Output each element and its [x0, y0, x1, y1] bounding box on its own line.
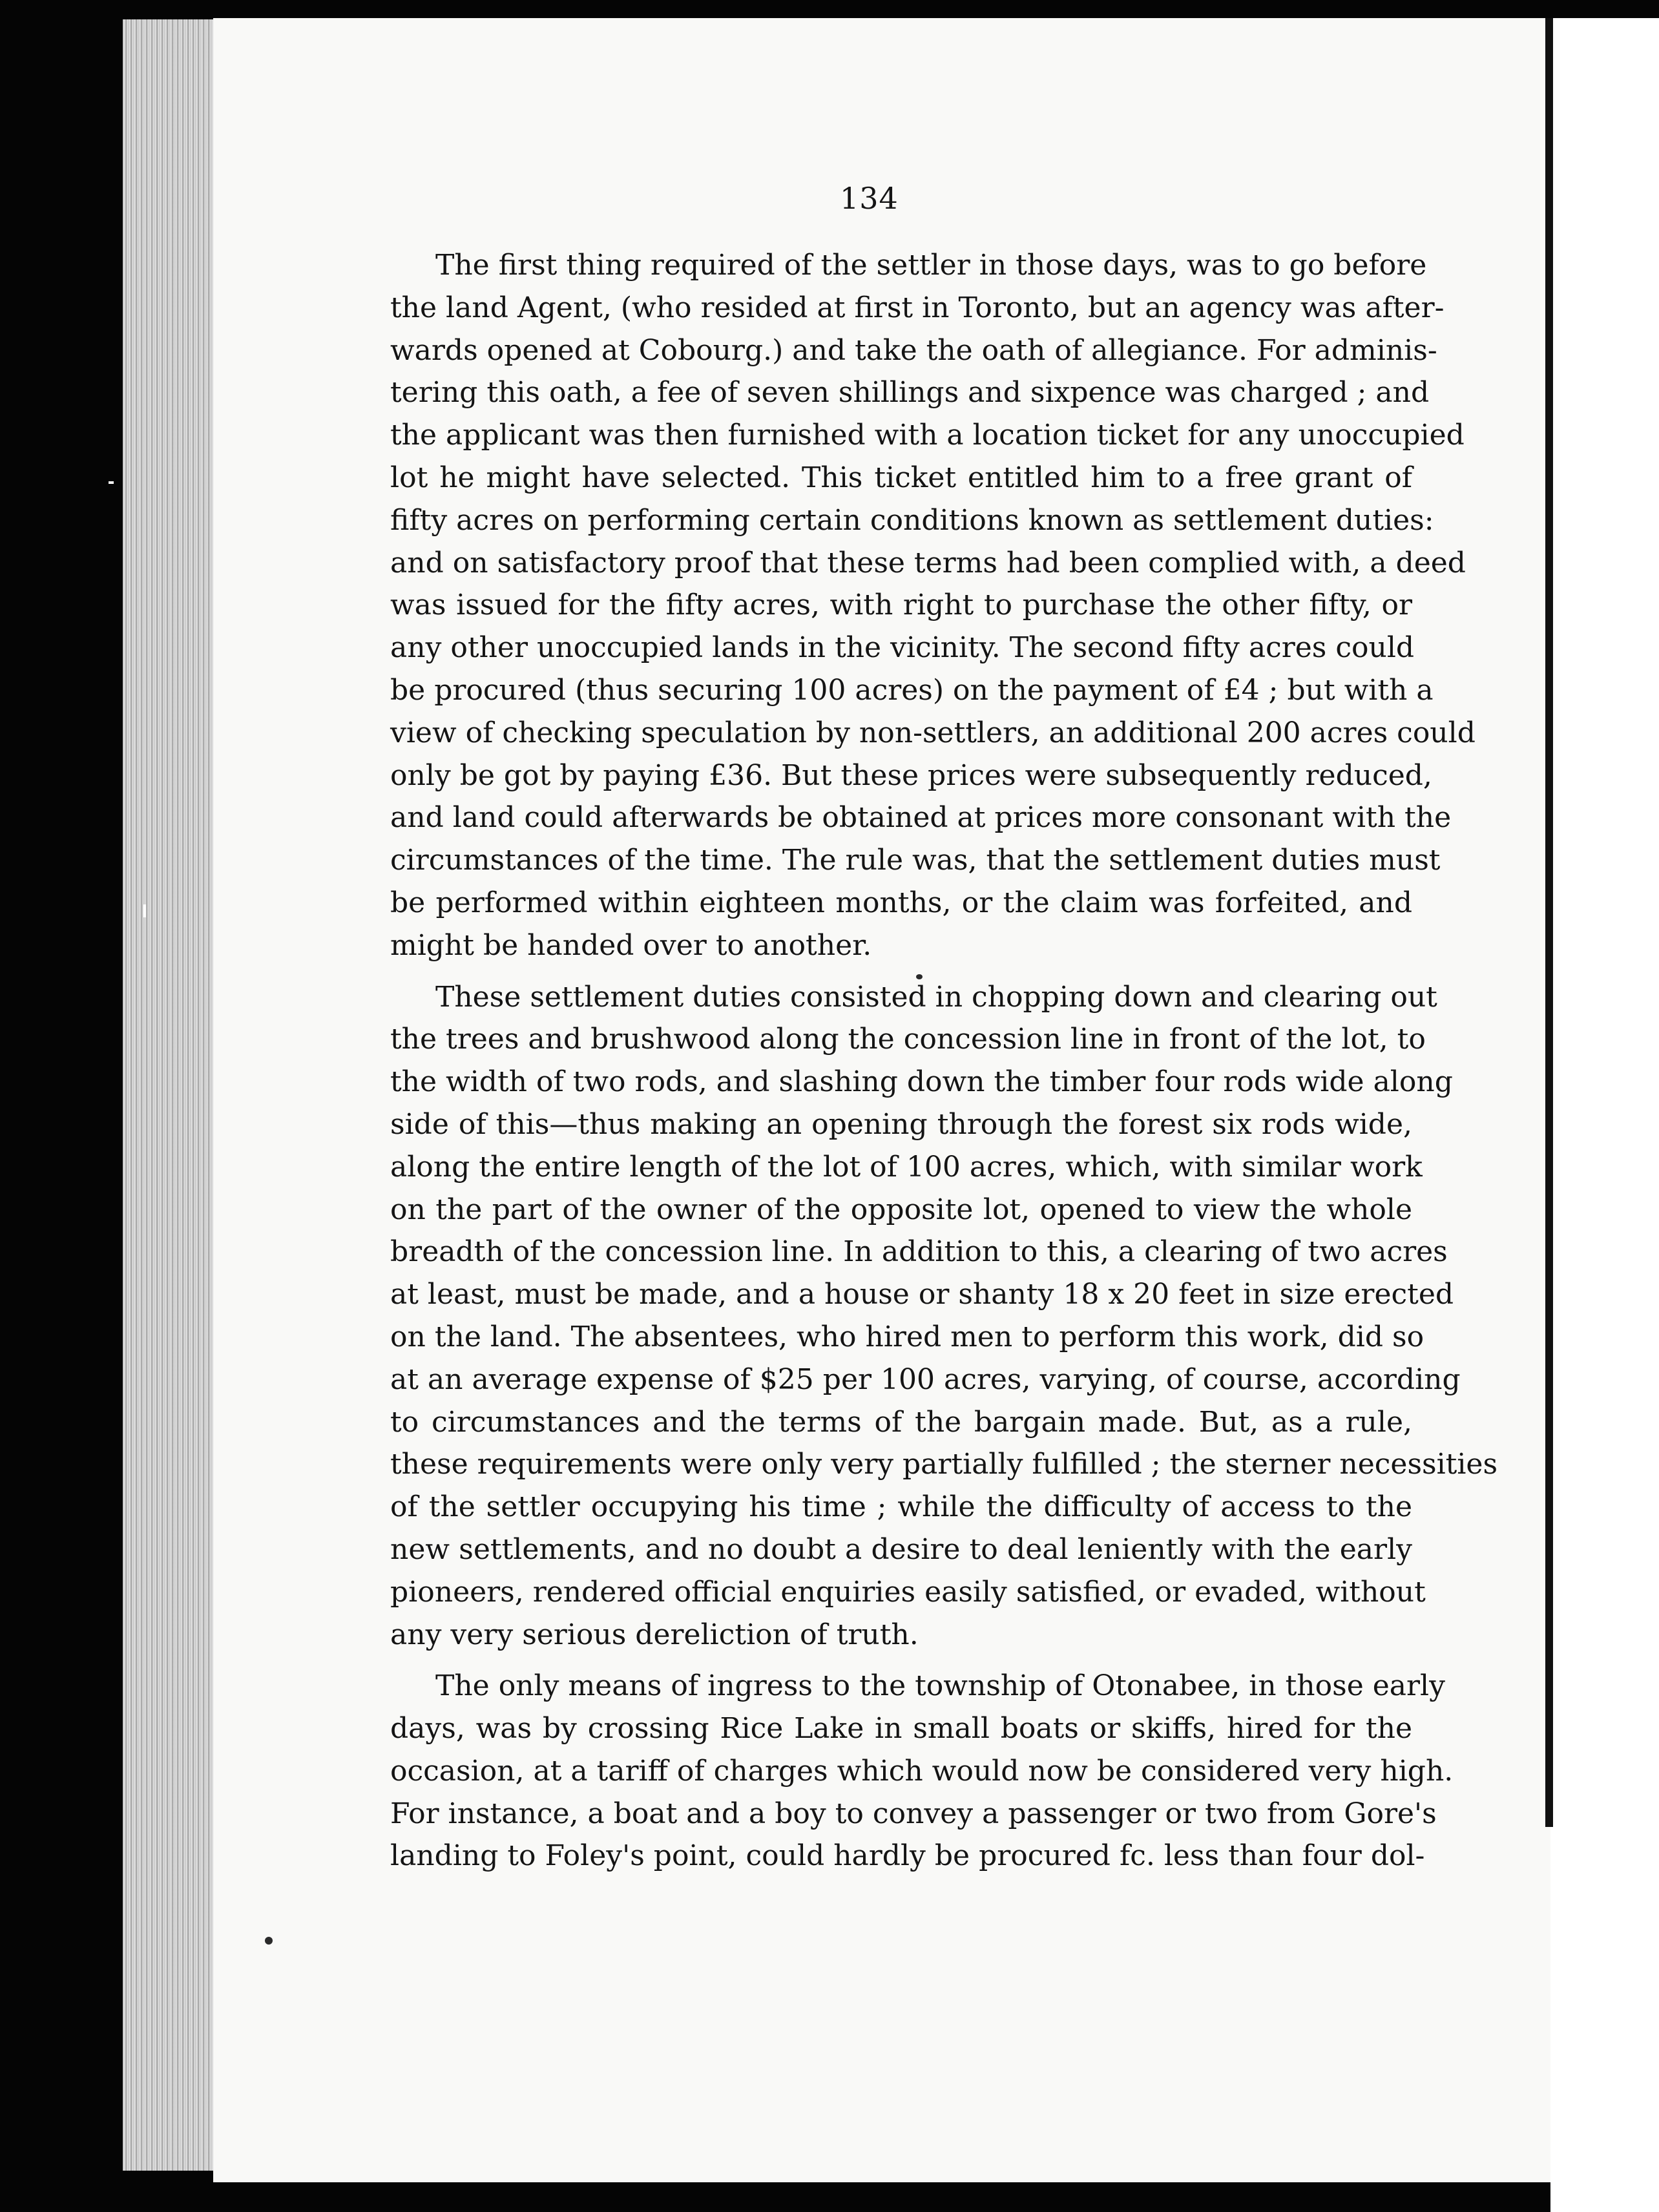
text-line: on the land. The absentees, who hired men to perform this work, did so [390, 1320, 1424, 1353]
book-page-edges [123, 19, 220, 2171]
text-line: breadth of the concession line. In addition to this, a clearing of two acres [390, 1235, 1448, 1269]
text-line: the width of two rods, and slashing down the timber four rods wide along [390, 1065, 1453, 1099]
text-line: For instance, a boat and a boy to convey a passenger or two from Gore's [390, 1797, 1437, 1830]
text-line: pioneers, rendered official enquiries easily satisfied, or evaded, without [390, 1575, 1426, 1609]
text-line: new settlements, and no doubt a desire to deal leniently with the early [390, 1532, 1412, 1566]
gutter-speck [109, 481, 114, 484]
text-line: The only means of ingress to the township of Otonabee, in those early [435, 1669, 1445, 1703]
text-line: side of this—thus making an opening through the forest six rods wide, [390, 1107, 1412, 1141]
text-line: days, was by crossing Rice Lake in small boats or skiffs, hired for the [390, 1712, 1412, 1746]
text-line: the applicant was then furnished with a location ticket for any unoccupied [390, 419, 1465, 452]
text-line: fifty acres on performing certain conditions known as settlement duties: [390, 503, 1434, 537]
page-edge-shadow [1545, 18, 1553, 1827]
ink-speck [265, 1937, 273, 1945]
text-line: be performed within eighteen months, or the claim was forfeited, and [390, 886, 1412, 919]
text-line: at an average expense of $25 per 100 acres, varying, of course, according [390, 1362, 1461, 1396]
text-line: along the entire length of the lot of 100 acres, which, with similar work [390, 1150, 1423, 1184]
text-line: any other unoccupied lands in the vicinity. The second fifty acres could [390, 631, 1415, 665]
text-line: was issued for the fifty acres, with right to purchase the other fifty, or [390, 589, 1412, 622]
text-line: view of checking speculation by non-settlers, an additional 200 acres could [390, 716, 1476, 749]
text-line: the land Agent, (who resided at first in Toronto, but an agency was after- [390, 291, 1445, 324]
text-line: these requirements were only very partially fulfilled ; the sterner necessities [390, 1448, 1498, 1481]
text-line: occasion, at a tariff of charges which would now be considered very high. [390, 1754, 1454, 1788]
page-number: 134 [840, 181, 899, 216]
text-line: The first thing required of the settler in those days, was to go before [435, 249, 1427, 282]
text-line: be procured (thus securing 100 acres) on the payment of £4 ; but with a [390, 673, 1434, 707]
text-line: and on satisfactory proof that these terms had been complied with, a deed [390, 546, 1466, 579]
text-line: only be got by paying £36. But these prices were subsequently reduced, [390, 758, 1432, 792]
text-line: at least, must be made, and a house or shanty 18 x 20 feet in size erected [390, 1278, 1454, 1311]
text-line: any very serious dereliction of truth. [390, 1618, 919, 1651]
paragraph [390, 976, 1498, 1656]
text-line: These settlement duties consisted in chopping down and clearing out [435, 980, 1437, 1014]
text-line: on the part of the owner of the opposite lot, opened to view the whole [390, 1193, 1412, 1226]
text-line: landing to Foley's point, could hardly be procured fc. less than four dol- [390, 1839, 1425, 1873]
text-line: might be handed over to another. [390, 928, 872, 962]
text-line: wards opened at Cobourg.) and take the oath of allegiance. For adminis- [390, 333, 1437, 367]
text-line: and land could afterwards be obtained at prices more consonant with the [390, 801, 1452, 835]
right-margin [1550, 18, 1659, 2212]
gutter-speck [143, 904, 146, 917]
text-line: to circumstances and the terms of the bargain made. But, as a rule, [390, 1405, 1412, 1439]
text-line: tering this oath, a fee of seven shillings and sixpence was charged ; and [390, 376, 1430, 410]
text-line: the trees and brushwood along the concession line in front of the lot, to [390, 1023, 1426, 1056]
body-text [390, 244, 1498, 1877]
text-line: of the settler occupying his time ; while the difficulty of access to the [390, 1490, 1412, 1524]
scan-border [0, 2182, 1550, 2212]
text-line: lot he might have selected. This ticket entitled him to a free grant of [390, 461, 1412, 494]
paragraph [390, 244, 1476, 967]
text-line: circumstances of the time. The rule was, that the settlement duties must [390, 844, 1441, 877]
paragraph [390, 1665, 1454, 1877]
